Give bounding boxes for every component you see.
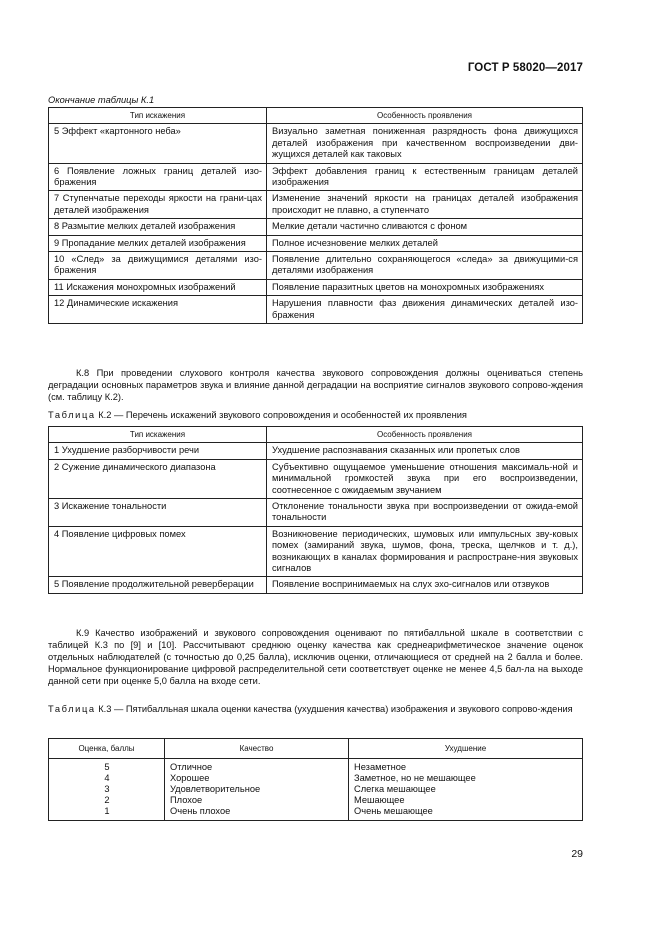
table-row xyxy=(49,219,583,235)
table-cell: 2 xyxy=(49,795,165,806)
table-cell: Изменение значений яркости на границах деталей изображения происходит не плавно, а ступенчато xyxy=(267,191,583,219)
table-cell: Очень плохое xyxy=(165,806,349,821)
table-row xyxy=(49,577,583,593)
table-cell: Возникновение периодических, шумовых или импульсных зву-ковых помех (замираний звука, шумов, фона, треска, щелчков и т. д.), возникающих в каналах формирования и распростране-ния звуковых сигналов xyxy=(267,526,583,577)
table-cell: Субъективно ощущаемое уменьшение отношения максималь-ной и минимальной громкостей звука при его воспроизведении, соотнесенное с ожидаемым звучанием xyxy=(267,459,583,498)
table-row xyxy=(49,252,583,280)
table-k3 xyxy=(48,738,583,821)
table-row xyxy=(49,526,583,577)
column-header: Тип искажения xyxy=(49,108,267,124)
table-cell: Отклонение тональности звука при воспроизведении от ожида-емой тональности xyxy=(267,499,583,527)
table-row xyxy=(49,163,583,191)
table-cell: 1 xyxy=(49,806,165,821)
table-cell: 2 Сужение динамического диапазона xyxy=(49,459,267,498)
table-cell: Полное исчезновение мелких деталей xyxy=(267,235,583,251)
table-row xyxy=(49,806,583,821)
table-cell: Появление паразитных цветов на монохромных изображениях xyxy=(267,279,583,295)
table-cell: Хорошее xyxy=(165,773,349,784)
table1-caption: Окончание таблицы К.1 xyxy=(48,95,155,105)
table-cell: Очень мешающее xyxy=(349,806,583,821)
table-row xyxy=(49,124,583,163)
table-cell: 5 Эффект «картонного неба» xyxy=(49,124,267,163)
table-row xyxy=(49,795,583,806)
table-cell: Мешающее xyxy=(349,795,583,806)
table-cell: Незаметное xyxy=(349,759,583,774)
table3-caption: Таблица К.3 — Пятибалльная шкала оценки качества (ухудшения качества) изображения и звукового сопрово-ждения xyxy=(48,704,573,714)
table-cell: 5 Появление продолжительной реверберации xyxy=(49,577,267,593)
table-cell: Появление длительно сохраняющегося «следа» за движущими-ся деталями изображения xyxy=(267,252,583,280)
table-row xyxy=(49,191,583,219)
column-header: Особенность проявления xyxy=(267,108,583,124)
table-row xyxy=(49,279,583,295)
table-cell: 10 «След» за движущимися деталями изо-бражения xyxy=(49,252,267,280)
table-cell: Плохое xyxy=(165,795,349,806)
table-row xyxy=(49,499,583,527)
table-cell: 1 Ухудшение разборчивости речи xyxy=(49,443,267,459)
table-cell: 3 Искажение тональности xyxy=(49,499,267,527)
table-cell: 4 xyxy=(49,773,165,784)
table-cell: 4 Появление цифровых помех xyxy=(49,526,267,577)
column-header: Тип искажения xyxy=(49,427,267,443)
page-number: 29 xyxy=(571,848,583,860)
table-k1 xyxy=(48,107,583,324)
table-cell: 7 Ступенчатые переходы яркости на грани-цах деталей изображения xyxy=(49,191,267,219)
table-cell: Ухудшение распознавания сказанных или пропетых слов xyxy=(267,443,583,459)
table-row xyxy=(49,235,583,251)
table-cell: 6 Появление ложных границ деталей изо-бражения xyxy=(49,163,267,191)
table-row xyxy=(49,296,583,324)
table-row xyxy=(49,773,583,784)
table-cell: Визуально заметная пониженная разрядность фона движущихся деталей изображения при качественном воспроизведении дви-жущихся деталей как таковых xyxy=(267,124,583,163)
table-cell: Появление воспринимаемых на слух эхо-сигналов или отзвуков xyxy=(267,577,583,593)
paragraph-k8: К.8 При проведении слухового контроля качества звукового сопровождения должны оцениваться степень деградации основных параметров звука и влияние данной деградации на восприятие сигналов звукового сопрово-ждения (см. таблицу К.2). xyxy=(48,368,583,402)
table-row xyxy=(49,459,583,498)
table-cell: Заметное, но не мешающее xyxy=(349,773,583,784)
table-cell: Эффект добавления границ к естественным границам деталей изображения xyxy=(267,163,583,191)
standard-number: ГОСТ Р 58020—2017 xyxy=(467,62,583,74)
table-cell: Слегка мешающее xyxy=(349,784,583,795)
column-header: Ухудшение xyxy=(349,739,583,759)
table-cell: 8 Размытие мелких деталей изображения xyxy=(49,219,267,235)
column-header: Качество xyxy=(165,739,349,759)
table-cell: Нарушения плавности фаз движения динамических деталей изо-бражения xyxy=(267,296,583,324)
table-k2 xyxy=(48,426,583,594)
table-cell: 9 Пропадание мелких деталей изображения xyxy=(49,235,267,251)
table-cell: 11 Искажения монохромных изображений xyxy=(49,279,267,295)
table-cell: 3 xyxy=(49,784,165,795)
paragraph-k9: К.9 Качество изображений и звукового сопровождения оценивают по пятибалльной шкале в соответствии с таблицей К.3 по [9] и [10]. Рассчитывают среднюю оценку качества как среднеарифметическое значение оценок отдельных наблюдателей (с точностью до 0,25 балла), исключив оценки, отличающиеся от средней на 2 балла и более. Нормальное функционирование цифровой распределительной сети соответствует оценке не менее 4,5 бал-ла на выходе данной сети при оценке 5,0 балла на входе сети. xyxy=(48,628,583,686)
table-row xyxy=(49,784,583,795)
table2-caption: Таблица К.2 — Перечень искажений звукового сопровождения и особенностей их проявления xyxy=(48,410,467,420)
table-cell: 5 xyxy=(49,759,165,774)
column-header: Особенность проявления xyxy=(267,427,583,443)
column-header: Оценка, баллы xyxy=(49,739,165,759)
table-cell: 12 Динамические искажения xyxy=(49,296,267,324)
table-row xyxy=(49,759,583,774)
table-row xyxy=(49,443,583,459)
table-cell: Удовлетворительное xyxy=(165,784,349,795)
table-cell: Мелкие детали частично сливаются с фоном xyxy=(267,219,583,235)
table-cell: Отличное xyxy=(165,759,349,774)
